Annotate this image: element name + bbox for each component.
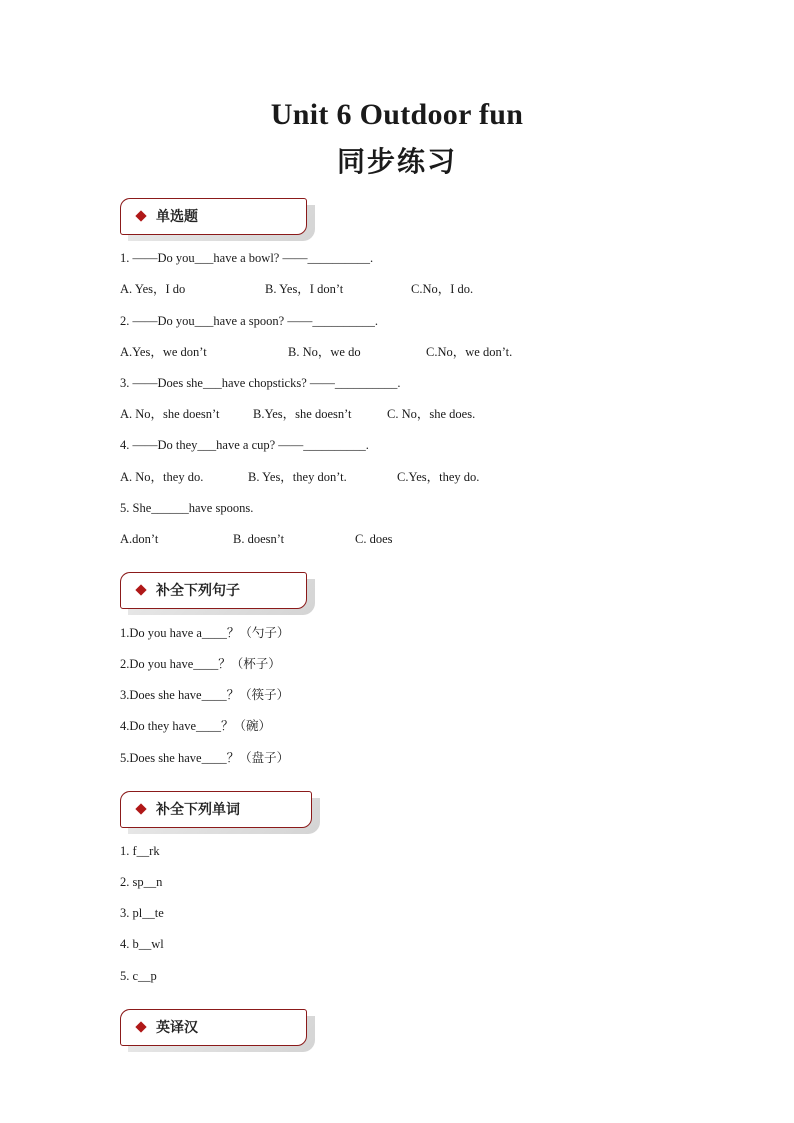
option-c: C.Yes，they do. <box>397 470 480 484</box>
option-c: C.No，I do. <box>411 282 474 296</box>
word-item: 2. sp__n <box>120 875 163 889</box>
sentence-item: 1.Do you have a____？（勺子） <box>120 626 290 640</box>
option-c: C.No，we don’t. <box>426 345 513 359</box>
section-heading: 英译汉 <box>156 1020 198 1036</box>
section-heading: 补全下列句子 <box>156 583 240 599</box>
word-item: 4. b__wl <box>120 937 164 951</box>
sentence-item: 5.Does she have____？（盘子） <box>120 751 290 765</box>
option-c: C. No，she does. <box>387 407 476 421</box>
option-b: B. Yes，they don’t. <box>248 470 347 484</box>
word-item: 1. f__rk <box>120 844 160 858</box>
option-b: B. Yes，I don’t <box>265 282 344 296</box>
sentence-item: 2.Do you have____？（杯子） <box>120 657 281 671</box>
question-stem: 2. ——Do you___have a spoon? ——__________. <box>120 314 378 328</box>
sentence-item: 4.Do they have____？（碗） <box>120 719 272 733</box>
section-header-box <box>120 198 307 235</box>
question-stem: 5. She______have spoons. <box>120 501 254 515</box>
question-stem: 1. ——Do you___have a bowl? ——__________. <box>120 251 374 265</box>
page-title: Unit 6 Outdoor fun <box>270 98 524 131</box>
section-header-english-to-chinese <box>120 1009 307 1046</box>
question-stem: 4. ——Do they___have a cup? ——__________. <box>120 438 369 452</box>
option-a: A. No，they do. <box>120 470 204 484</box>
option-a: A. No，she doesn’t <box>120 407 220 421</box>
option-b: B. No，we do <box>288 345 361 359</box>
section-header-complete-sentences <box>120 572 307 609</box>
question-stem: 3. ——Does she___have chopsticks? ——__________. <box>120 376 401 390</box>
section-header-complete-words <box>120 791 312 828</box>
section-heading: 单选题 <box>156 209 198 225</box>
word-item: 5. c__p <box>120 969 157 983</box>
option-b: B.Yes，she doesn’t <box>253 407 352 421</box>
section-header-single-choice <box>120 198 307 235</box>
option-b: B. doesn’t <box>233 532 285 546</box>
option-c: C. does <box>355 532 393 546</box>
page-subtitle: 同步练习 <box>336 145 457 178</box>
option-a: A.don’t <box>120 532 159 546</box>
section-header-box <box>120 1009 307 1046</box>
option-a: A.Yes，we don’t <box>120 345 207 359</box>
section-heading: 补全下列单词 <box>156 802 240 818</box>
option-a: A. Yes，I do <box>120 282 186 296</box>
sentence-item: 3.Does she have____？（筷子） <box>120 688 290 702</box>
word-item: 3. pl__te <box>120 906 164 920</box>
